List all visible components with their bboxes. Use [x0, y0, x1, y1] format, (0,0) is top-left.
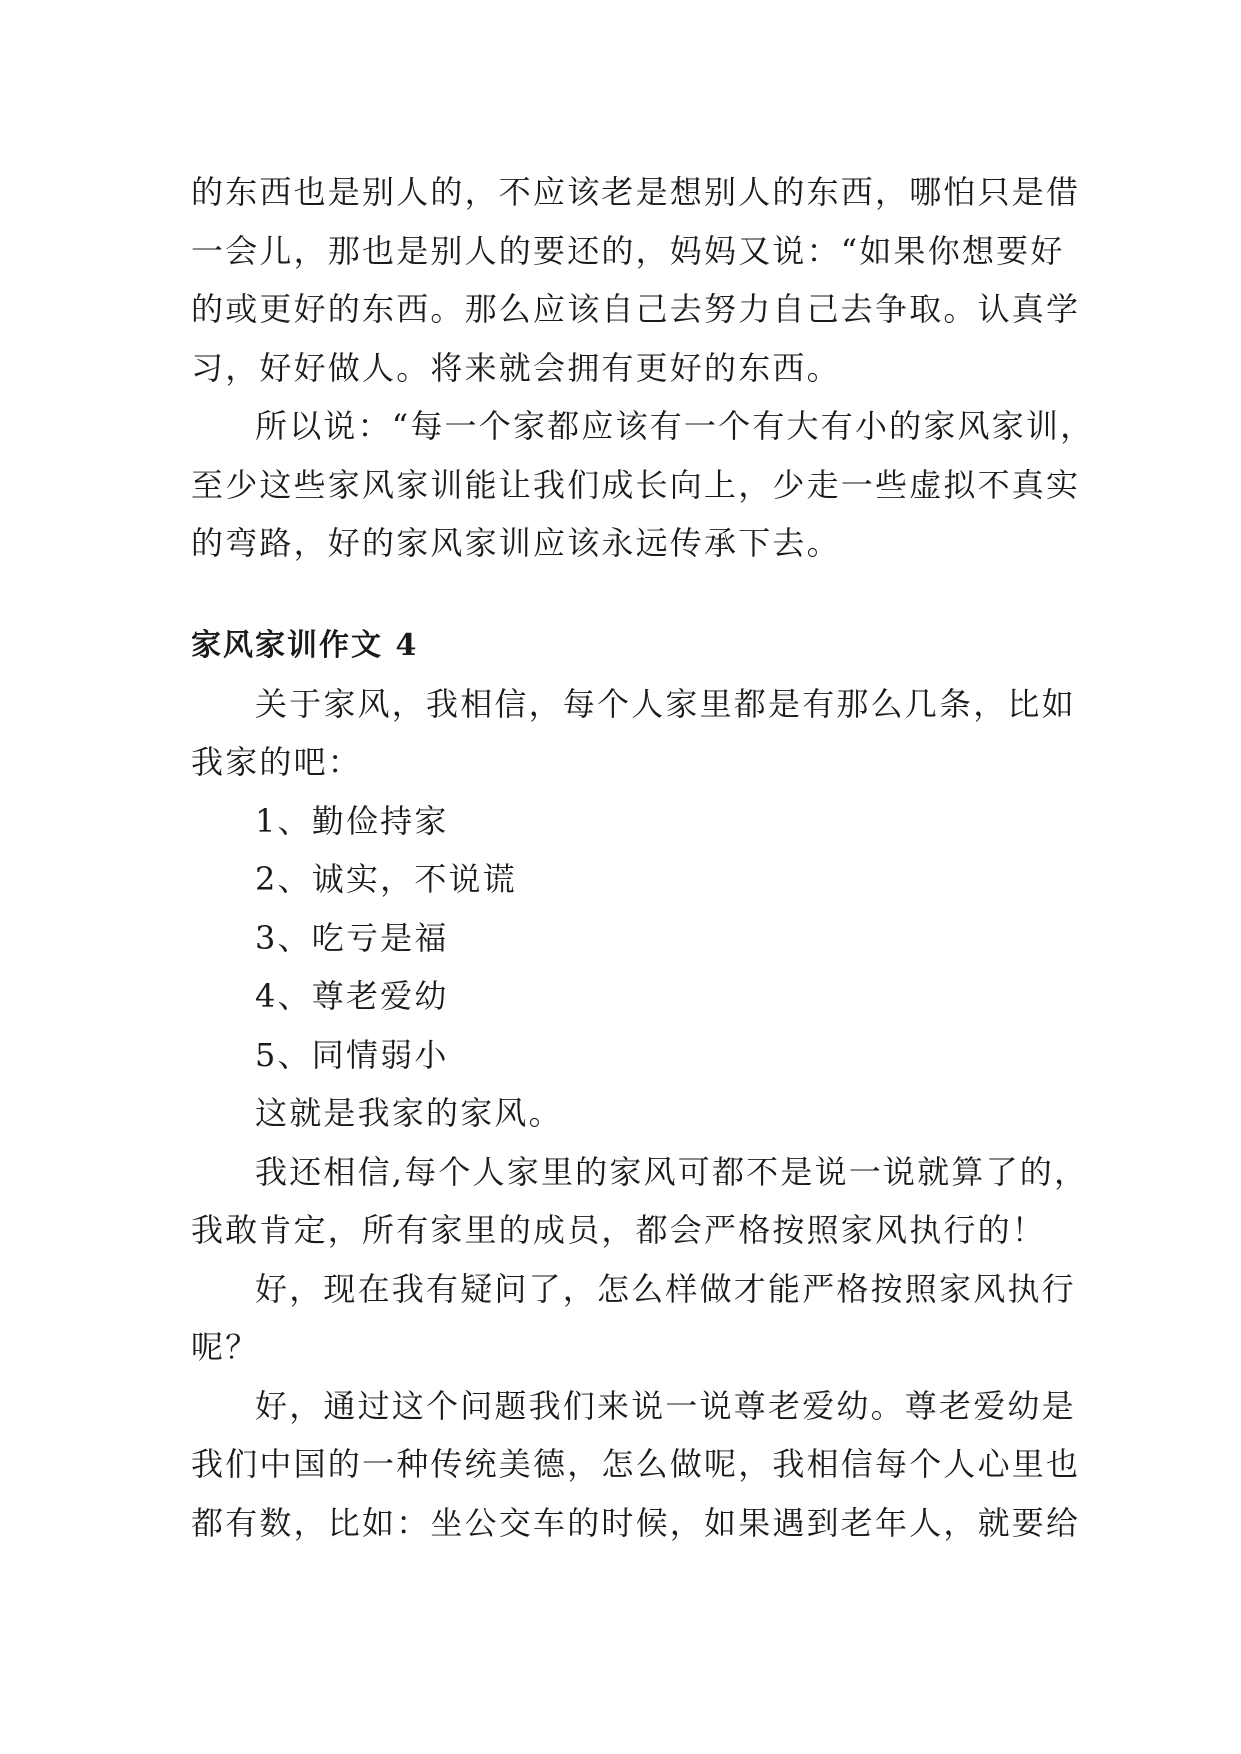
- text-line: 我还相信,每个人家里的家风可都不是说一说就算了的，: [255, 1152, 1089, 1191]
- document-body: [191, 163, 1095, 1552]
- list-item: 3、吃亏是福: [255, 918, 449, 957]
- paragraph-summary: [191, 1084, 1061, 1143]
- paragraph-conclusion: [191, 397, 1095, 573]
- text-line: 至少这些家风家训能让我们成长向上，少走一些虚拟不真实: [191, 465, 1081, 504]
- text-line: 这就是我家的家风。: [255, 1094, 563, 1132]
- list-item: 1、勤俭持家: [255, 801, 449, 840]
- text-line: 的或更好的东西。那么应该自己去努力自己去争取。认真学: [191, 290, 1081, 328]
- list-item: 4、尊老爱幼: [255, 977, 449, 1015]
- paragraph-belief: [191, 1143, 1089, 1260]
- text-line: 呢？: [191, 1328, 260, 1366]
- paragraph-respect-elders: [191, 1377, 1081, 1553]
- list-item: 2、诚实，不说谎: [255, 860, 517, 898]
- text-line: 的东西也是别人的，不应该老是想别人的东西，哪怕只是借: [191, 173, 1081, 211]
- text-line: 都有数，比如：坐公交车的时候，如果遇到老年人，就要给: [191, 1503, 1081, 1542]
- text-line: 我敢肯定，所有家里的成员，都会严格按照家风执行的！: [191, 1211, 1047, 1249]
- text-line: 一会儿，那也是别人的要还的，妈妈又说：“如果你想要好: [191, 231, 1065, 270]
- text-line: 的弯路，好的家风家训应该永远传承下去。: [191, 524, 841, 562]
- text-line: 所以说：“每一个家都应该有一个有大有小的家风家训，: [255, 407, 1095, 445]
- text-line: 我家的吧：: [191, 743, 363, 781]
- text-line: 关于家风，我相信，每个人家里都是有那么几条，比如: [255, 684, 1076, 723]
- text-line: 好，通过这个问题我们来说一说尊老爱幼。尊老爱幼是: [255, 1386, 1076, 1425]
- list-item: 5、同情弱小: [255, 1035, 449, 1074]
- paragraph-intro: [191, 675, 1076, 792]
- family-rules-list: [191, 792, 1061, 1085]
- paragraph-continued: [191, 163, 1081, 397]
- text-line: 我们中国的一种传统美德，怎么做呢，我相信每个人心里也: [191, 1445, 1081, 1483]
- section-heading: 家风家训作文 4: [191, 627, 419, 663]
- text-line: 习，好好做人。将来就会拥有更好的东西。: [191, 348, 841, 387]
- text-line: 好，现在我有疑问了，怎么样做才能严格按照家风执行: [255, 1269, 1076, 1308]
- paragraph-question: [191, 1260, 1076, 1377]
